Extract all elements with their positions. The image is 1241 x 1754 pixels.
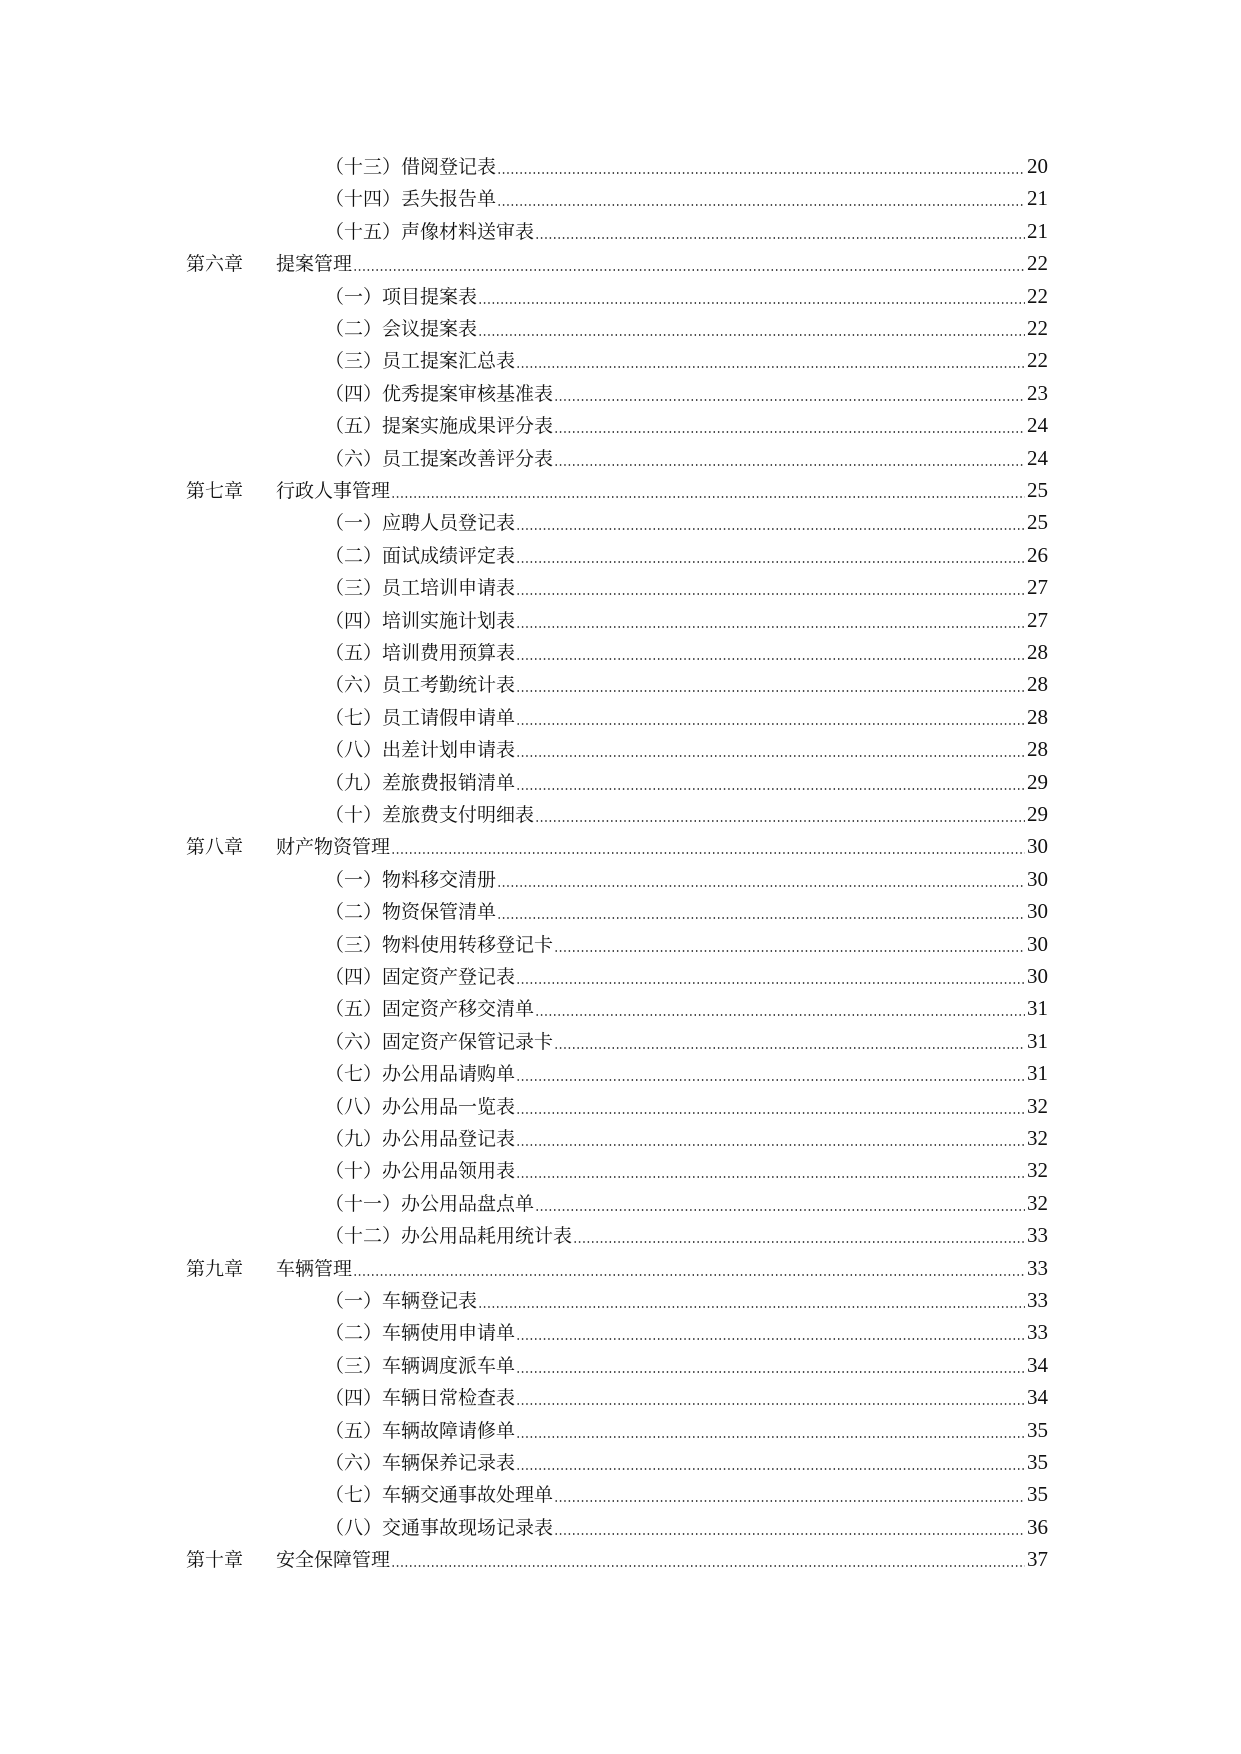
entry-title: （二）面试成绩评定表 — [325, 544, 516, 567]
dot-leader — [391, 1565, 1025, 1567]
dot-leader — [516, 1371, 1025, 1373]
dot-leader — [516, 1112, 1025, 1114]
page-number: 37 — [1027, 1547, 1048, 1572]
toc-entry-row[interactable] — [0, 409, 1241, 441]
entry-title: （四）培训实施计划表 — [325, 609, 516, 632]
toc-entry-line — [325, 1511, 1048, 1544]
entry-title: （一）物料移交清册 — [325, 868, 497, 891]
page-number: 32 — [1027, 1158, 1048, 1183]
toc-entry-line — [325, 766, 1048, 799]
dot-leader — [516, 593, 1025, 595]
dot-leader — [353, 1274, 1025, 1276]
entry-title: （二）车辆使用申请单 — [325, 1322, 516, 1345]
toc-entry-line — [325, 280, 1048, 313]
toc-entry-line — [325, 733, 1048, 766]
entry-title: （四）优秀提案审核基准表 — [325, 382, 554, 405]
page-number: 33 — [1027, 1255, 1048, 1280]
toc-entry-row[interactable] — [0, 344, 1241, 376]
page-number: 26 — [1027, 542, 1048, 567]
page-number: 32 — [1027, 1190, 1048, 1215]
dot-leader — [516, 1144, 1025, 1146]
entry-title: （八）交通事故现场记录表 — [325, 1516, 554, 1539]
page-number: 32 — [1027, 1126, 1048, 1150]
toc-entry-row[interactable] — [0, 798, 1241, 830]
toc-entry-row[interactable] — [0, 280, 1241, 312]
chapter-number: 第八章 — [186, 836, 244, 859]
entry-title: （十四）丢失报告单 — [325, 188, 497, 211]
dot-leader — [516, 1436, 1025, 1438]
toc-entry-line — [325, 1090, 1048, 1123]
entry-title: （六）固定资产保管记录卡 — [325, 1030, 554, 1053]
entry-title: （十二）办公用品耗用统计表 — [325, 1225, 573, 1248]
toc-entry-row[interactable] — [0, 1122, 1241, 1154]
chapter-title: 车辆管理 — [276, 1257, 353, 1280]
dot-leader — [516, 1338, 1025, 1340]
toc-entry-row[interactable] — [0, 182, 1241, 214]
entry-title: （一）应聘人员登记表 — [325, 512, 516, 535]
page-number: 32 — [1027, 1093, 1048, 1118]
toc-entry-row[interactable] — [0, 571, 1241, 603]
dot-leader — [554, 950, 1025, 952]
entry-title: （五）固定资产移交清单 — [325, 998, 535, 1021]
toc-entry-line — [325, 863, 1048, 896]
entry-title: （三）员工提案汇总表 — [325, 350, 516, 373]
page-number: 35 — [1027, 1417, 1048, 1442]
dot-leader — [497, 204, 1025, 206]
entry-title: （十）差旅费支付明细表 — [325, 804, 535, 826]
toc-entry-row[interactable] — [0, 1025, 1241, 1057]
toc-entry-line — [325, 1025, 1048, 1058]
toc-entry-line — [325, 1381, 1048, 1414]
page-number: 28 — [1027, 737, 1048, 762]
toc-entry-row[interactable] — [0, 1349, 1241, 1381]
dot-leader — [516, 561, 1025, 563]
toc-entry-line — [325, 1316, 1048, 1349]
toc-entry-line — [325, 409, 1048, 442]
toc-entry-line — [186, 830, 1048, 863]
entry-title: （十五）声像材料送审表 — [325, 220, 535, 243]
dot-leader — [516, 982, 1025, 984]
page-number: 30 — [1027, 866, 1048, 891]
page-number: 35 — [1027, 1450, 1048, 1474]
dot-leader — [391, 852, 1025, 854]
dot-leader — [516, 366, 1025, 368]
page-number: 29 — [1027, 769, 1048, 794]
page-number: 28 — [1027, 704, 1048, 729]
entry-title: （一）项目提案表 — [325, 285, 478, 308]
dot-leader — [535, 1209, 1025, 1211]
entry-title: （十）办公用品领用表 — [325, 1160, 516, 1183]
toc-chapter-row[interactable] — [0, 1252, 1241, 1284]
toc-entry-line — [325, 571, 1048, 604]
toc-entry-line — [325, 182, 1048, 215]
page-number: 27 — [1027, 607, 1048, 632]
toc-entry-line — [325, 539, 1048, 572]
toc-entry-line — [325, 150, 1048, 183]
dot-leader — [516, 1468, 1025, 1470]
toc-entry-row[interactable] — [0, 604, 1241, 636]
page-number: 25 — [1027, 478, 1048, 502]
toc-entry-row[interactable] — [0, 1090, 1241, 1122]
toc-entry-row[interactable] — [0, 766, 1241, 798]
toc-entry-line — [325, 604, 1048, 637]
entry-title: （三）物料使用转移登记卡 — [325, 933, 554, 956]
toc-entry-line — [186, 1543, 1048, 1576]
entry-title: （六）员工提案改善评分表 — [325, 447, 554, 470]
chapter-number: 第十章 — [186, 1549, 244, 1572]
dot-leader — [478, 334, 1025, 336]
entry-title: （六）车辆保养记录表 — [325, 1452, 516, 1474]
toc-entry-line — [325, 1057, 1048, 1090]
dot-leader — [516, 723, 1025, 725]
page-number: 23 — [1027, 380, 1048, 405]
toc-entry-line — [325, 215, 1048, 248]
toc-chapter-row[interactable] — [0, 247, 1241, 279]
toc-entry-line — [325, 1349, 1048, 1382]
toc-entry-line — [325, 1478, 1048, 1511]
toc-entry-row[interactable] — [0, 1478, 1241, 1510]
entry-title: （七）办公用品请购单 — [325, 1063, 516, 1086]
entry-title: （七）员工请假申请单 — [325, 706, 516, 729]
toc-entry-line — [186, 1252, 1048, 1285]
page-number: 33 — [1027, 1288, 1048, 1312]
page-number: 22 — [1027, 251, 1048, 276]
toc-entry-line — [325, 636, 1048, 669]
toc-entry-line — [325, 1446, 1048, 1479]
dot-leader — [554, 1500, 1025, 1502]
dot-leader — [516, 626, 1025, 628]
toc-entry-row[interactable] — [0, 1154, 1241, 1186]
toc-entry-line — [325, 928, 1048, 961]
page-number: 30 — [1027, 964, 1048, 988]
dot-leader — [516, 755, 1025, 757]
dot-leader — [535, 237, 1025, 239]
toc-entry-row[interactable] — [0, 1316, 1241, 1348]
dot-leader — [516, 1079, 1025, 1081]
toc-entry-line — [186, 247, 1048, 280]
page-number: 31 — [1027, 1061, 1048, 1086]
toc-entry-line — [325, 1284, 1048, 1317]
page-number: 33 — [1027, 1320, 1048, 1345]
dot-leader — [478, 302, 1025, 304]
chapter-number: 第九章 — [186, 1257, 244, 1280]
page-number: 28 — [1027, 640, 1048, 664]
dot-leader — [573, 1241, 1025, 1243]
toc-entry-line — [325, 1414, 1048, 1447]
entry-title: （一）车辆登记表 — [325, 1290, 478, 1312]
entry-title: （九）差旅费报销清单 — [325, 771, 516, 794]
dot-leader — [554, 1533, 1025, 1535]
toc-entry-row[interactable] — [0, 506, 1241, 538]
dot-leader — [353, 269, 1025, 271]
entry-title: （五）车辆故障请修单 — [325, 1419, 516, 1442]
toc-entry-line — [186, 474, 1048, 507]
dot-leader — [391, 496, 1025, 498]
page-number: 30 — [1027, 834, 1048, 859]
toc-entry-line — [325, 506, 1048, 539]
toc-chapter-row[interactable] — [0, 1543, 1241, 1575]
entry-title: （九）办公用品登记表 — [325, 1128, 516, 1150]
toc-entry-row[interactable] — [0, 992, 1241, 1024]
toc-entry-line — [325, 1154, 1048, 1187]
dot-leader — [535, 820, 1025, 822]
page-number: 31 — [1027, 1028, 1048, 1053]
toc-entry-row[interactable] — [0, 636, 1241, 668]
toc-entry-line — [325, 442, 1048, 475]
entry-title: （二）会议提案表 — [325, 318, 478, 340]
dot-leader — [516, 690, 1025, 692]
chapter-title: 安全保障管理 — [276, 1549, 391, 1572]
toc-chapter-row[interactable] — [0, 474, 1241, 506]
page-number: 29 — [1027, 802, 1048, 826]
dot-leader — [516, 1176, 1025, 1178]
toc-entry-row[interactable] — [0, 960, 1241, 992]
page-number: 28 — [1027, 672, 1048, 697]
entry-title: （七）车辆交通事故处理单 — [325, 1484, 554, 1507]
page-number: 27 — [1027, 575, 1048, 600]
page-number: 22 — [1027, 348, 1048, 373]
toc-entry-row[interactable] — [0, 150, 1241, 182]
toc-entry-row[interactable] — [0, 668, 1241, 700]
page-number: 22 — [1027, 283, 1048, 308]
toc-entry-line — [325, 798, 1048, 831]
dot-leader — [516, 658, 1025, 660]
chapter-number: 第六章 — [186, 253, 244, 276]
toc-entry-row[interactable] — [0, 377, 1241, 409]
dot-leader — [497, 885, 1025, 887]
page-number: 31 — [1027, 996, 1048, 1021]
toc-entry-row[interactable] — [0, 1414, 1241, 1446]
chapter-number: 第七章 — [186, 480, 244, 502]
toc-entry-row[interactable] — [0, 1284, 1241, 1316]
toc-chapter-row[interactable] — [0, 830, 1241, 862]
page-number: 30 — [1027, 931, 1048, 956]
toc-entry-line — [325, 992, 1048, 1025]
toc-entry-row[interactable] — [0, 895, 1241, 927]
dot-leader — [554, 431, 1025, 433]
page-number: 21 — [1027, 186, 1048, 211]
dot-leader — [497, 172, 1025, 174]
page-number: 24 — [1027, 413, 1048, 438]
entry-title: （十三）借阅登记表 — [325, 156, 497, 178]
toc-entry-row[interactable] — [0, 1446, 1241, 1478]
page-number: 20 — [1027, 154, 1048, 178]
page-number: 34 — [1027, 1352, 1048, 1377]
toc-entry-row[interactable] — [0, 1219, 1241, 1251]
entry-title: （八）办公用品一览表 — [325, 1095, 516, 1118]
toc-entry-row[interactable] — [0, 1057, 1241, 1089]
toc-entry-line — [325, 1219, 1048, 1252]
dot-leader — [554, 464, 1025, 466]
toc-entry-row[interactable] — [0, 539, 1241, 571]
dot-leader — [554, 1047, 1025, 1049]
dot-leader — [516, 1403, 1025, 1405]
page-number: 22 — [1027, 316, 1048, 340]
toc-entry-row[interactable] — [0, 928, 1241, 960]
entry-title: （十一）办公用品盘点单 — [325, 1192, 535, 1215]
page-number: 21 — [1027, 218, 1048, 243]
chapter-title: 行政人事管理 — [276, 480, 391, 502]
entry-title: （六）员工考勤统计表 — [325, 674, 516, 697]
page-number: 33 — [1027, 1223, 1048, 1248]
entry-title: （三）车辆调度派车单 — [325, 1354, 516, 1377]
toc-entry-line — [325, 960, 1048, 993]
dot-leader — [478, 1306, 1025, 1308]
dot-leader — [497, 917, 1025, 919]
toc-entry-row[interactable] — [0, 701, 1241, 733]
dot-leader — [535, 1014, 1025, 1016]
toc-entry-line — [325, 344, 1048, 377]
page-number: 25 — [1027, 510, 1048, 535]
page-number: 24 — [1027, 445, 1048, 470]
entry-title: （二）物资保管清单 — [325, 901, 497, 924]
dot-leader — [516, 528, 1025, 530]
entry-title: （四）车辆日常检查表 — [325, 1387, 516, 1410]
toc-entry-line — [325, 312, 1048, 345]
toc-entry-row[interactable] — [0, 215, 1241, 247]
page-number: 36 — [1027, 1514, 1048, 1539]
toc-entry-row[interactable] — [0, 312, 1241, 344]
entry-title: （四）固定资产登记表 — [325, 966, 516, 988]
toc-entry-line — [325, 701, 1048, 734]
dot-leader — [516, 788, 1025, 790]
page-number: 34 — [1027, 1385, 1048, 1410]
entry-title: （五）培训费用预算表 — [325, 642, 516, 664]
toc-entry-row[interactable] — [0, 1511, 1241, 1543]
toc-entry-line — [325, 377, 1048, 410]
page-number: 30 — [1027, 899, 1048, 924]
dot-leader — [554, 399, 1025, 401]
toc-entry-line — [325, 668, 1048, 701]
toc-entry-row[interactable] — [0, 1381, 1241, 1413]
entry-title: （三）员工培训申请表 — [325, 577, 516, 600]
toc-entry-row[interactable] — [0, 863, 1241, 895]
toc-entry-row[interactable] — [0, 733, 1241, 765]
page-number: 35 — [1027, 1482, 1048, 1507]
entry-title: （五）提案实施成果评分表 — [325, 415, 554, 438]
entry-title: （八）出差计划申请表 — [325, 739, 516, 762]
chapter-title: 提案管理 — [276, 253, 353, 276]
toc-entry-row[interactable] — [0, 1187, 1241, 1219]
toc-entry-line — [325, 1122, 1048, 1155]
toc-entry-row[interactable] — [0, 442, 1241, 474]
toc-entry-line — [325, 895, 1048, 928]
chapter-title: 财产物资管理 — [276, 836, 391, 859]
toc-entry-line — [325, 1187, 1048, 1220]
